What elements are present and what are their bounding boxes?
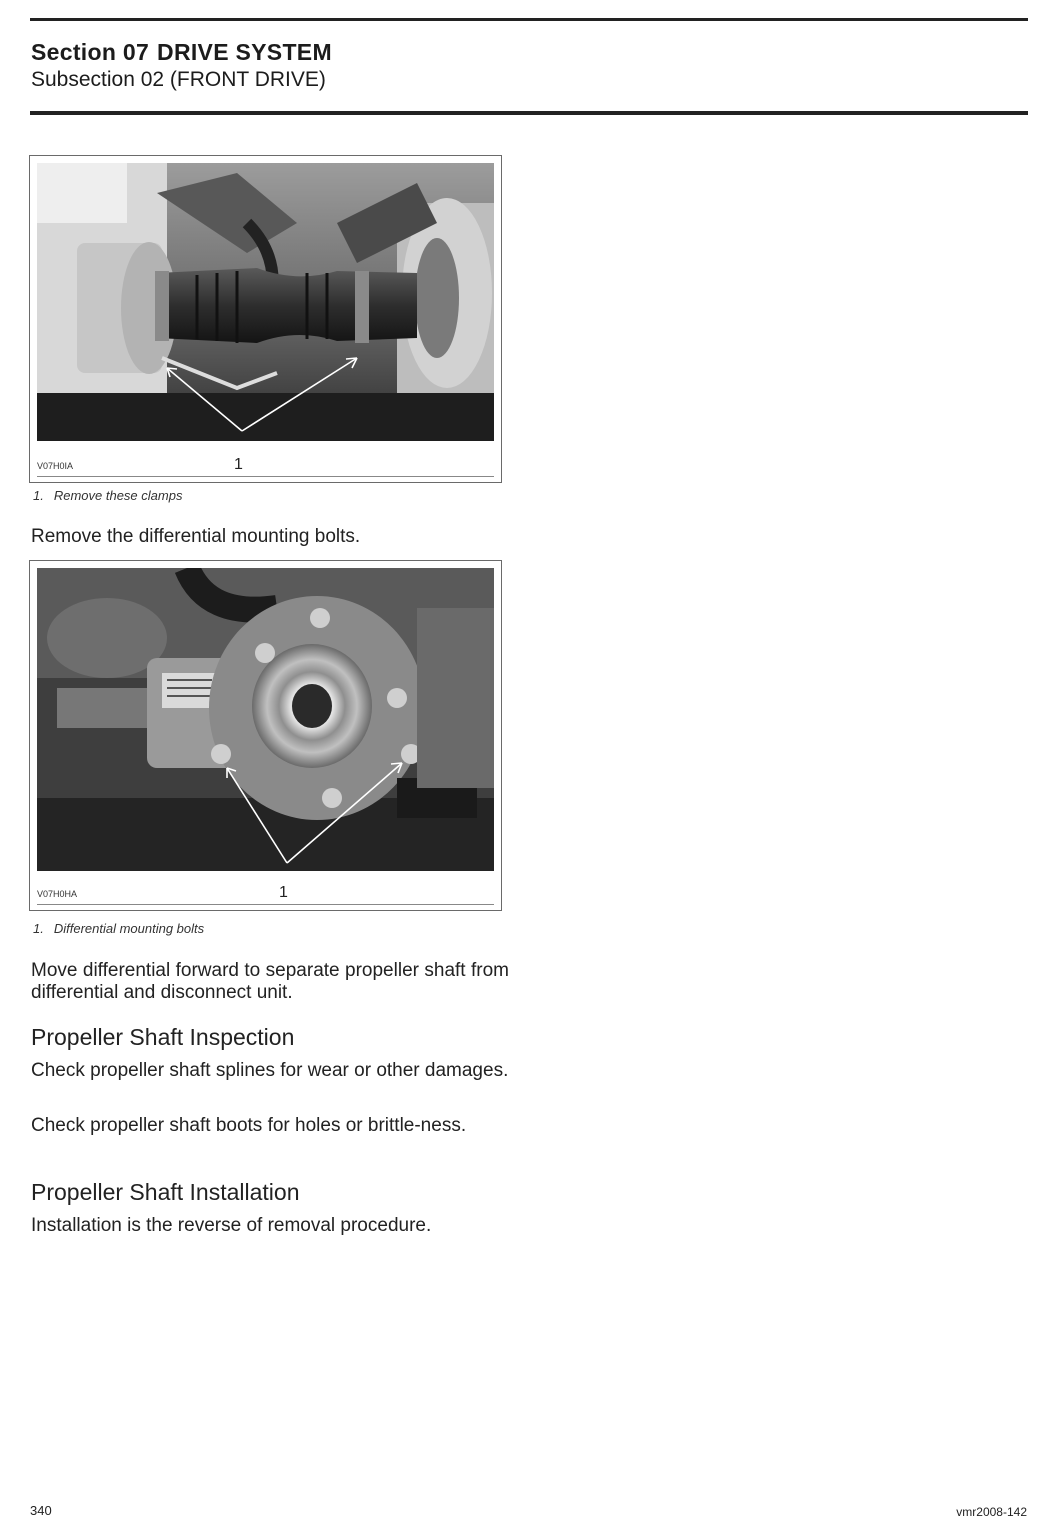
callout-number: 1 (234, 456, 243, 473)
section-heading-installation: Propeller Shaft Installation (31, 1179, 300, 1205)
figure-code: V07H0HA (37, 889, 78, 899)
paragraph: Check propeller shaft splines for wear or other damages. (31, 1060, 509, 1081)
subsection-heading: Subsection 02 (FRONT DRIVE) (31, 68, 326, 91)
header-bottom-rule (30, 111, 1028, 115)
section-label: Section 07 (31, 39, 150, 65)
figure-code: V07H0IA (37, 461, 74, 471)
figure-mounting-bolts (29, 560, 502, 911)
paragraph: Remove the differential mounting bolts. (31, 526, 361, 547)
caption-number: 1. (33, 488, 44, 503)
page-number: 340 (30, 1503, 52, 1518)
paragraph: Installation is the reverse of removal procedure. (31, 1215, 432, 1236)
header-top-rule (30, 18, 1028, 21)
figure-baseline (37, 904, 494, 905)
caption-number: 1. (33, 921, 44, 936)
paragraph: Move differential forward to separate propeller shaft from differential and disconnect unit. (31, 960, 509, 1003)
figure-baseline (37, 476, 494, 477)
paragraph: Check propeller shaft boots for holes or brittle-ness. (31, 1115, 467, 1136)
callout-number: 1 (279, 884, 288, 901)
caption-text: Differential mounting bolts (53, 921, 205, 936)
figure-caption (33, 921, 204, 936)
figure-clamps (29, 155, 502, 483)
section-heading-inspection: Propeller Shaft Inspection (31, 1024, 295, 1050)
clamps-photo (37, 163, 494, 441)
section-heading (31, 39, 332, 66)
differential-photo (37, 568, 494, 871)
caption-text: Remove these clamps (53, 488, 183, 503)
document-code: vmr2008-142 (956, 1505, 1027, 1519)
section-title: DRIVE SYSTEM (157, 39, 332, 65)
figure-caption (33, 488, 182, 503)
